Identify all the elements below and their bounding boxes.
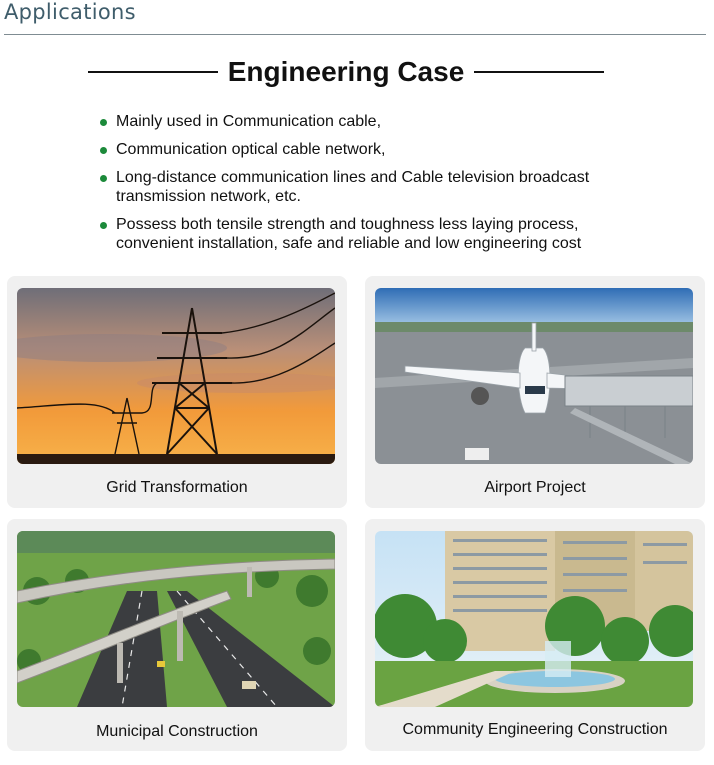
case-card-airport-project (365, 276, 705, 508)
section-title: Applications (4, 0, 136, 24)
bullet-icon (100, 175, 107, 182)
list-item (100, 168, 660, 206)
list-item (100, 140, 660, 159)
airplane-at-gate-image (375, 288, 693, 464)
elevated-road-city-image (17, 531, 335, 707)
heading-line-left (88, 71, 218, 73)
list-item-text: Communication optical cable network, (116, 141, 386, 158)
section-header (0, 0, 714, 36)
case-caption: Grid Transformation (106, 479, 248, 496)
case-card-community-engineering (365, 519, 705, 751)
list-item-text: Mainly used in Communication cable, (116, 113, 382, 130)
heading-line-right (474, 71, 604, 73)
engineering-case-heading (88, 54, 604, 90)
bullet-icon (100, 147, 107, 154)
case-card-grid-transformation (7, 276, 347, 508)
list-item-text: Long-distance communication lines and Cable television broadcast transmission network, etc. (116, 169, 590, 205)
list-item-text: Possess both tensile strength and toughness less laying process, convenient installation, safe and reliable and low engineering cost (116, 216, 582, 252)
residential-garden-fountain-image (375, 531, 693, 707)
case-caption: Community Engineering Construction (402, 721, 668, 738)
power-tower-sunset-image (17, 288, 335, 464)
list-item (100, 112, 660, 131)
case-card-municipal-construction (7, 519, 347, 751)
feature-list (100, 112, 660, 262)
list-item (100, 215, 660, 253)
bullet-icon (100, 119, 107, 126)
case-caption: Airport Project (484, 479, 586, 496)
bullet-icon (100, 222, 107, 229)
case-caption: Municipal Construction (96, 723, 258, 740)
heading-title: Engineering Case (227, 56, 465, 87)
section-divider (4, 34, 706, 35)
